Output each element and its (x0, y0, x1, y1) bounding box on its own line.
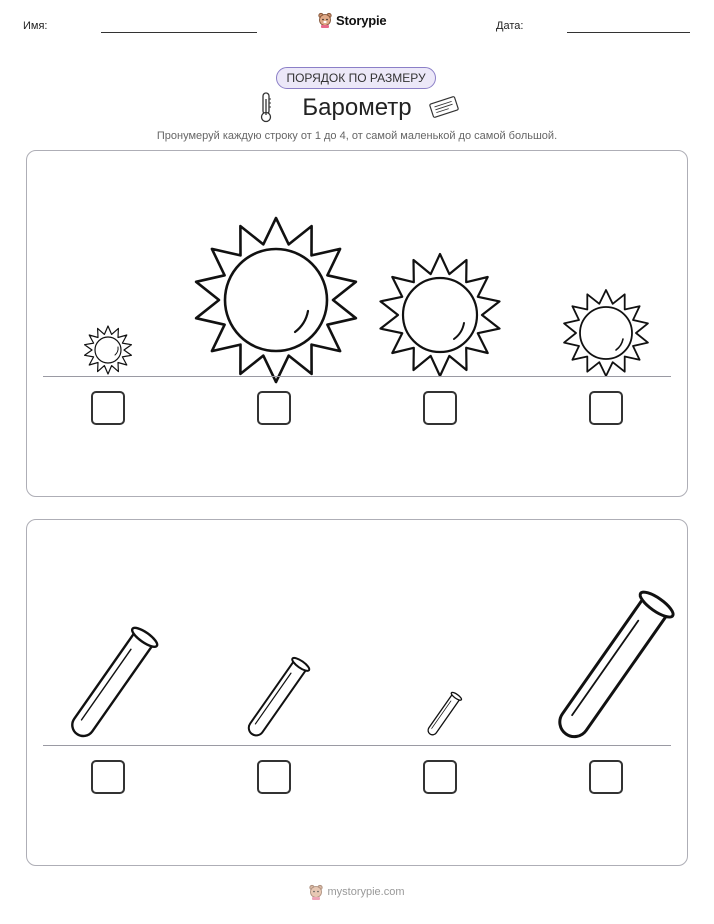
sun-core (95, 337, 121, 363)
suns-row-art (27, 151, 689, 498)
sun-core (403, 278, 477, 352)
number-box[interactable] (589, 760, 623, 794)
test-tube-icon (425, 691, 462, 737)
notebook-icon (428, 96, 460, 118)
brand-logo (318, 12, 386, 28)
test-tube-icon (65, 625, 160, 743)
sun-core (580, 307, 632, 359)
number-box[interactable] (257, 391, 291, 425)
instruction-text: Пронумеруй каждую строку от 1 до 4, от самой маленькой до самой большой. (156, 130, 558, 142)
category-badge: ПОРЯДОК ПО РАЗМЕРУ (276, 67, 436, 89)
bear-icon (309, 884, 323, 900)
number-box[interactable] (91, 760, 125, 794)
name-line[interactable] (101, 32, 257, 33)
number-box[interactable] (423, 760, 457, 794)
number-box[interactable] (423, 391, 457, 425)
date-label: Дата: (496, 20, 524, 32)
name-label: Имя: (23, 20, 48, 32)
test-tube-icon (550, 588, 676, 745)
baseline (43, 745, 671, 746)
sun-core (225, 249, 327, 351)
row-panel-test-tubes (26, 519, 688, 866)
number-box[interactable] (257, 760, 291, 794)
baseline (43, 376, 671, 377)
page-title: Барометр (302, 94, 412, 121)
number-box[interactable] (91, 391, 125, 425)
brand-name: Storypie (336, 12, 387, 28)
date-line[interactable] (567, 32, 690, 33)
tubes-row-art (27, 520, 689, 867)
row-panel-suns (26, 150, 688, 497)
number-box[interactable] (589, 391, 623, 425)
bear-icon (318, 12, 332, 28)
footer (0, 884, 714, 900)
footer-url: mystorypie.com (327, 886, 405, 898)
test-tube-icon (244, 656, 311, 740)
